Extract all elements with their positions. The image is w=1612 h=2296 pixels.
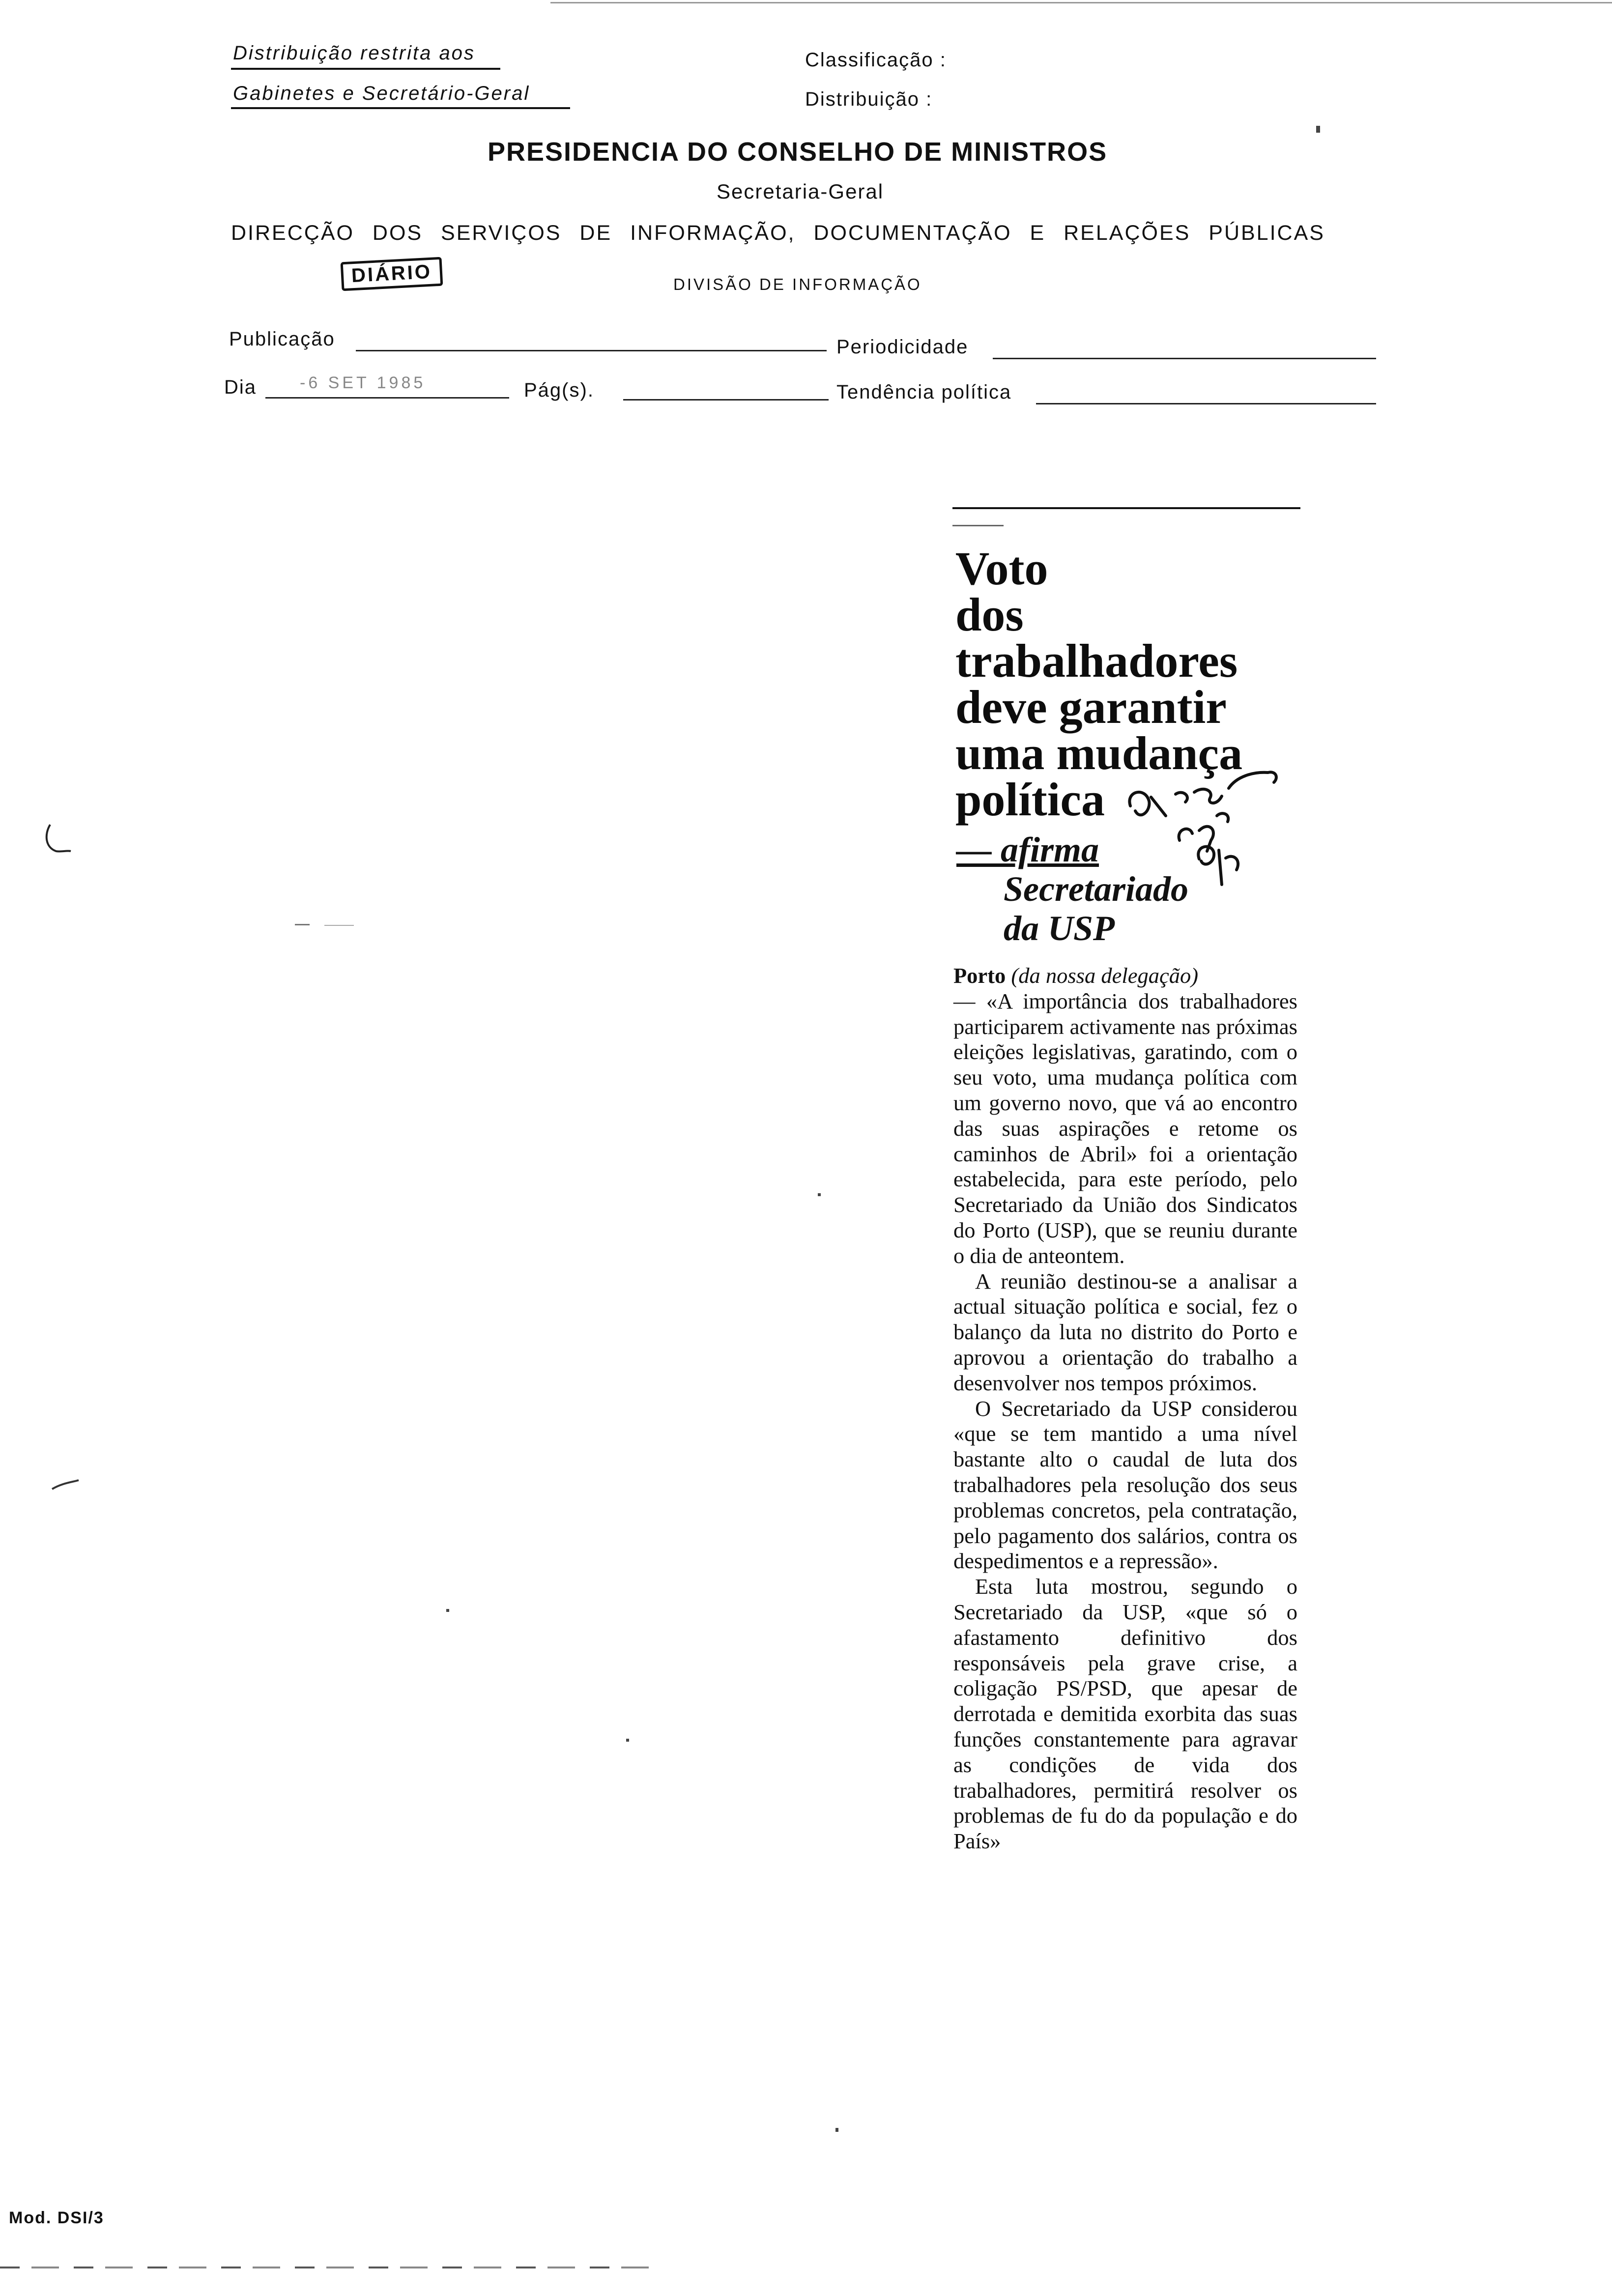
headline-line: política [955,773,1105,826]
scan-speck [626,1739,629,1742]
article-paragraph: — «A importância dos trabalhadores participarem activamente nas próximas eleições legislativas, garatindo, com o seu voto, uma mudança política com um governo novo, que vá ao encontro das suas aspirações e retome os caminhos de Abril» foi a orientação estabelecida, para este período, pelo Secretariado da União dos Sindicatos do Porto (USP), que se reuniu durante o dia de anteontem. [953,988,1297,1268]
headline-line: deve garantir [955,681,1227,733]
scan-speck [818,1193,821,1196]
handwritten-annotation-icon [1121,737,1297,904]
classification-label: Classificação : [805,49,947,71]
article-body [953,963,1297,1854]
restricted-underline-1 [231,68,500,70]
periodicity-label: Periodicidade [836,336,969,358]
article-paragraph: A reunião destinou-se a analisar a actual situação política e social, fez o balanço da luta no distrito do Porto e aprovou a orientação do trabalho a desenvolver nos tempos próximos. [953,1268,1297,1395]
scan-speck [295,924,310,925]
day-value: -6 SET 1985 [300,373,426,392]
ink-dot [1316,126,1320,133]
scan-speck [835,2128,838,2132]
headline-line: uma mudança [955,727,1243,779]
restricted-distribution-line2: Gabinetes e Secretário-Geral [233,83,530,104]
org-subtitle: Secretaria-Geral [717,180,884,203]
headline-line: Voto [955,542,1048,595]
org-title: PRESIDENCIA DO CONSELHO DE MINISTROS [488,137,1108,167]
dateline: Porto [953,963,1006,988]
article-paragraph: O Secretariado da USP considerou «que se tem mantido a uma nível bastante alto o caudal de luta dos trabalhadores pela resolução dos seus problemas concretos, pela contratação, pelo pagamento dos salários, contra os despedimentos e a repressão». [953,1396,1297,1574]
subhead-usp: da USP [1004,909,1115,948]
dateline-note: (da nossa delegação) [1011,963,1199,988]
article-paragraph: Esta luta mostrou, segundo o Secretariado da USP, «que só o afastamento definitivo dos responsáveis pela grave crise, a coligação PS/PSD, que apesar de derrotada e demitida exorbita das suas funções constantemente para agravar as condições de vida dos trabalhadores, permitirá resolver os problemas de fu do da população e do País» [953,1574,1297,1854]
day-label: Dia [224,376,257,398]
clipping-dash-rule [952,525,1004,526]
headline-line: trabalhadores [955,634,1238,687]
pages-label: Pág(s). [524,379,594,401]
publication-line [356,350,827,351]
subhead-secretariado: Secretariado [1004,869,1188,909]
restricted-distribution-line1: Distribuição restrita aos [233,42,475,64]
day-line [265,397,509,399]
scan-speck [446,1609,449,1612]
pages-line [623,399,829,401]
political-trend-line [1036,403,1376,404]
scan-speck [324,925,354,926]
headline-line: dos [955,588,1024,641]
periodicity-line [993,358,1376,359]
distribution-label: Distribuição : [805,88,933,110]
top-edge-line [550,2,1612,3]
publication-label: Publicação [229,328,335,350]
model-code: Mod. DSI/3 [9,2209,104,2227]
left-margin-mark-icon [41,822,81,856]
bottom-scan-line [0,2267,659,2268]
division-name: DIVISÃO DE INFORMAÇÃO [673,275,922,293]
subhead-afirma: — afirma [956,830,1099,869]
political-trend-label: Tendência política [836,381,1012,403]
department-name: DIRECÇÃO DOS SERVIÇOS DE INFORMAÇÃO, DOCUMENTAÇÃO E RELAÇÕES PÚBLICAS [231,221,1325,245]
article-dateline-paragraph [953,963,1297,989]
clipping-top-rule [952,507,1300,509]
restricted-underline-2 [231,107,570,109]
diario-stamp: DIÁRIO [341,257,443,291]
left-margin-tick-icon [47,1472,86,1497]
